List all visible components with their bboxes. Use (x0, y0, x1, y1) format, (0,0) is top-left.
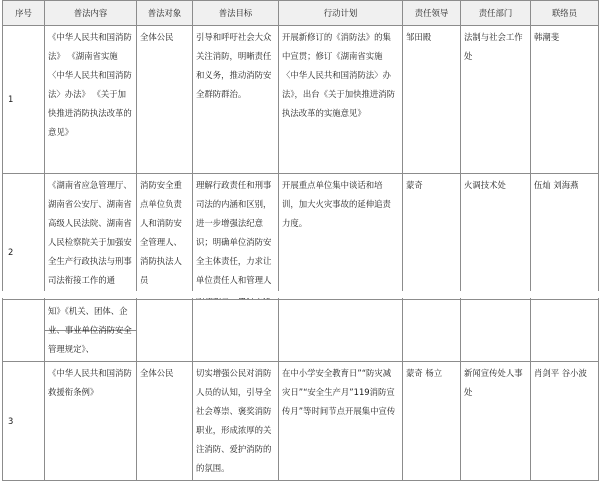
header-row (3, 1, 599, 26)
cell-leader: 蒙奇 杨立 (403, 362, 461, 481)
cell-empty (461, 300, 531, 362)
cell-target: 全体公民 (137, 26, 193, 174)
cell-content: 《中华人民共和国消防法》 《湖南省实施〈中华人民共和国消防法〉办法》 《关于加快推进消防执法改革的意见》 (45, 26, 137, 174)
cell-content: 《中华人民共和国消防救援衔条例》 (45, 362, 137, 481)
cell-content: 《湖南省应急管理厅、湖南省公安厅、湖南省高级人民法院、湖南省人民检察院关于加强安全生产行政执法与刑事司法衔接工作的通 (45, 174, 137, 331)
continuation-row (3, 300, 599, 362)
header-no: 序号 (3, 1, 45, 26)
header-target: 普法对象 (137, 1, 193, 26)
cell-plan: 开展重点单位集中谈话和培训，加大火灾事故的延伸追责力度。 (279, 174, 403, 331)
cell-empty (137, 300, 193, 362)
cell-plan: 开展新修订的《消防法》的集中宣贯；修订《湖南省实施〈中华人民共和国消防法〉办法》，出台《关于加快推进消防执法改革的实施意见》 (279, 26, 403, 174)
cell-dept: 新闻宣传处人事处 (461, 362, 531, 481)
header-content: 普法内容 (45, 1, 137, 26)
cell-empty (193, 300, 279, 362)
cell-plan: 在中小学安全教育日”“防灾减灾日”“安全生产月”119消防宣传月”等时间节点开展集中宣传 (279, 362, 403, 481)
header-contact: 联络员 (531, 1, 599, 26)
row-number: 1 (3, 26, 45, 174)
table-row (3, 26, 599, 174)
law-education-table (2, 0, 599, 331)
header-goal: 普法目标 (193, 1, 279, 26)
cell-goal: 理解行政责任和刑事司法的内涵和区别，进一步增强法纪意识；明确单位消防安全主体责任，力求让单位责任人和管理人 (193, 174, 279, 331)
cell-empty (279, 300, 403, 362)
cell-contact: 伍灿 刘海燕 (531, 174, 599, 331)
cell-content-continued: 知》《机关、团体、企业、事业单位消防安全管理规定》、 (45, 300, 137, 362)
cell-contact: 韩潮斐 (531, 26, 599, 174)
cell-empty (403, 300, 461, 362)
cell-goal: 引导和呼吁社会大众关注消防，明晰责任和义务，推动消防安全群防群治。 (193, 26, 279, 174)
header-dept: 责任部门 (461, 1, 531, 26)
cell-dept: 火调技术处 (461, 174, 531, 331)
row-number: 3 (3, 362, 45, 481)
cell-empty (531, 300, 599, 362)
cell-leader: 蒙奇 (403, 174, 461, 331)
table-row (3, 362, 599, 481)
row-number: 2 (3, 174, 45, 331)
page-break (0, 291, 600, 298)
header-leader: 责任领导 (403, 1, 461, 26)
cell-target: 全体公民 (137, 362, 193, 481)
cell-target: 消防安全重点单位负责人和消防安全管理人、消防执法人员 (137, 174, 193, 331)
cell-goal: 切实增强公民对消防人员的认知，引导全社会尊崇、褒奖消防职业，形成浓厚的关注消防、爱护消防的的氛围。 (193, 362, 279, 481)
cell-empty (3, 300, 45, 362)
law-education-table-continued (2, 299, 599, 481)
cell-leader: 邹田殿 (403, 26, 461, 174)
cell-dept: 法制与社会工作处 (461, 26, 531, 174)
cell-contact: 肖剑平 谷小波 (531, 362, 599, 481)
header-plan: 行动计划 (279, 1, 403, 26)
